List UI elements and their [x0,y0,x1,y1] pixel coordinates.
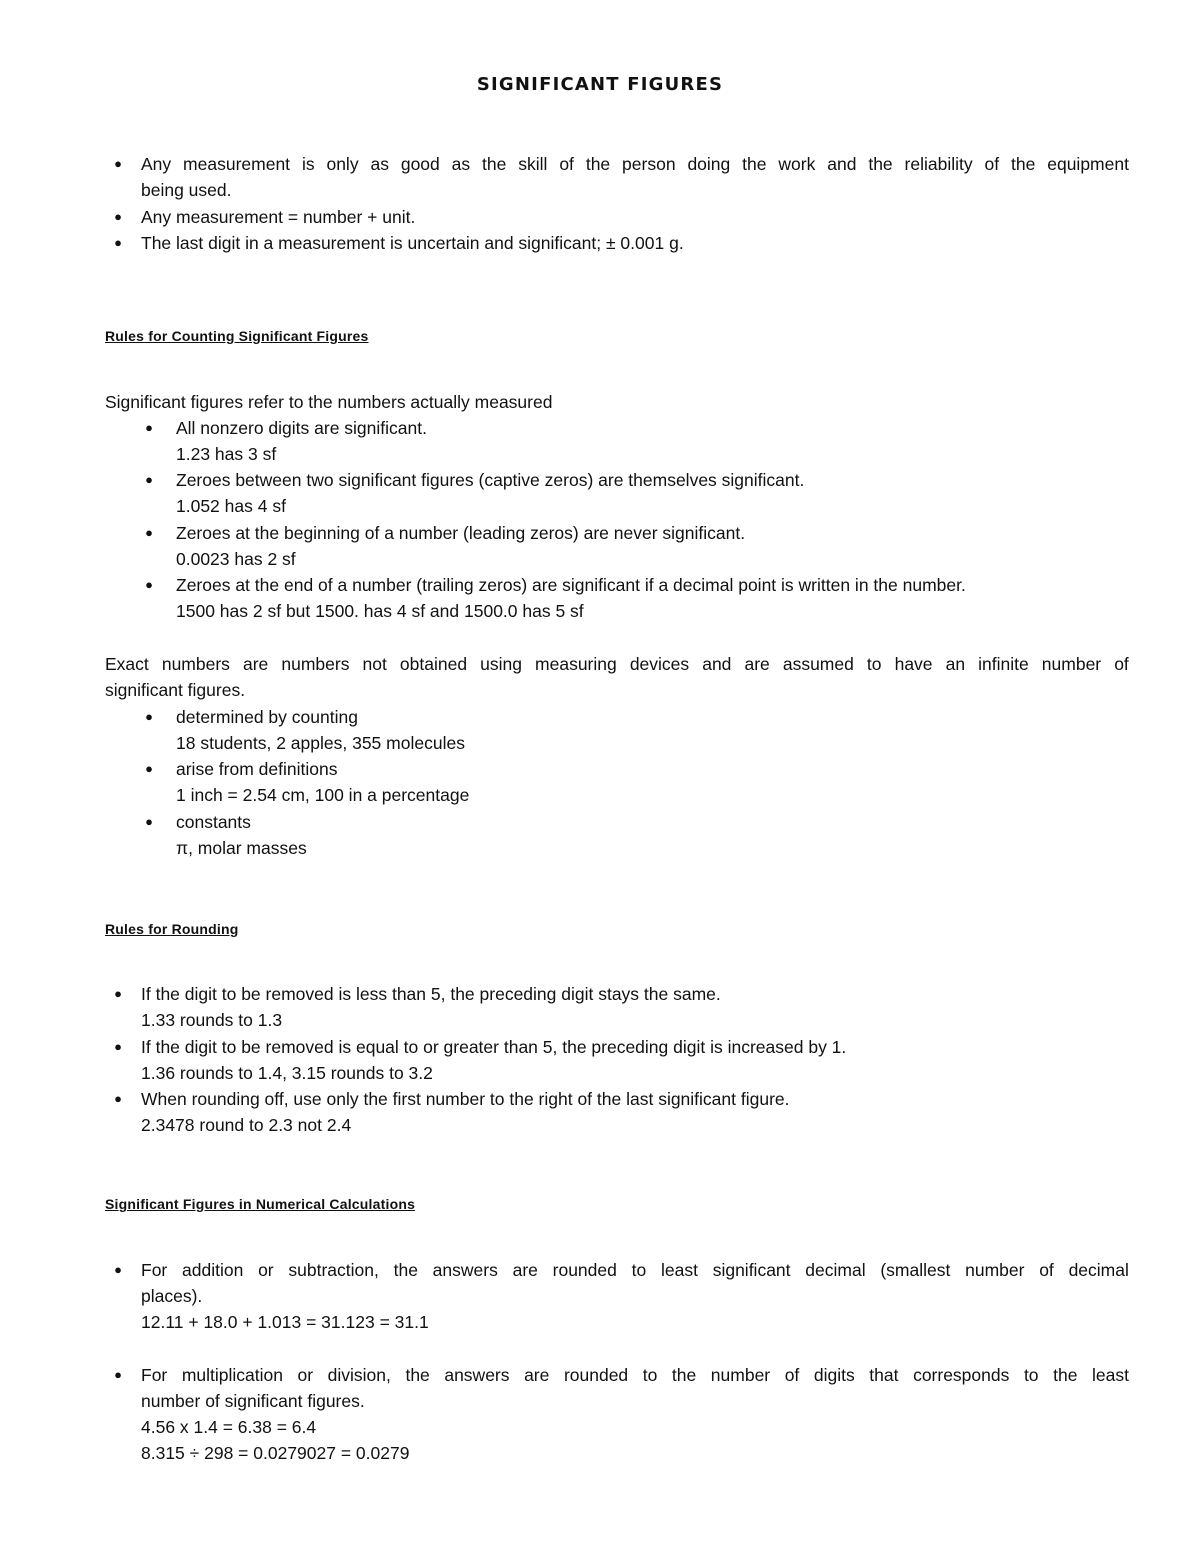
rounding-rule-1: If the digit to be removed is less than 5, the preceding digit stays the same. [141,984,721,1004]
calc-rule-2-line-2: number of significant figures. [141,1391,365,1411]
word: For [141,1260,168,1280]
word: to [866,654,882,674]
word: number [965,1260,1025,1280]
word: of [1114,654,1129,674]
word: numbers [281,654,350,674]
intro-item-3: The last digit in a measurement is uncertain and significant; ± 0.001 g. [141,233,684,253]
calc-rule-1-line-2: places). [141,1286,203,1306]
word: to [642,1365,658,1385]
word: good [400,154,440,174]
word: and [827,154,857,174]
word: answers [432,1260,498,1280]
intro-item-1-line-1 [141,151,1129,177]
word: (smallest [880,1260,951,1280]
bullet-icon: ● [114,1091,122,1106]
intro-item-1-line-2: being used. [141,180,232,200]
section-heading-rounding: Rules for Rounding [105,921,239,937]
counting-example-4: 1500 has 2 sf but 1500. has 4 sf and 1500.0 has 5 sf [176,601,584,621]
word: division, [327,1365,391,1385]
bullet-icon: ● [145,814,153,829]
bullet-icon: ● [114,156,122,171]
section-heading-counting: Rules for Counting Significant Figures [105,328,369,344]
intro-item-2: Any measurement = number + unit. [141,207,416,227]
exact-intro-line-1 [105,651,1129,677]
word: to [631,1260,647,1280]
word: not [362,654,387,674]
word: the [585,154,611,174]
word: work [778,154,816,174]
bullet-icon: ● [114,986,122,1001]
exact-example-3: π, molar masses [176,838,307,858]
word: infinite [978,654,1029,674]
counting-example-3: 0.0023 has 2 sf [176,549,296,569]
word: decimal [805,1260,866,1280]
rounding-example-3: 2.3478 round to 2.3 not 2.4 [141,1115,352,1135]
word: are [744,654,770,674]
word: measuring [535,654,617,674]
bullet-icon: ● [145,761,153,776]
word: least [660,1260,698,1280]
counting-rule-2: Zeroes between two significant figures (captive zeros) are themselves significant. [176,470,805,490]
rounding-rule-2: If the digit to be removed is equal to or greater than 5, the preceding digit is increased by 1. [141,1037,847,1057]
counting-rule-4: Zeroes at the end of a number (trailing zeros) are significant if a decimal point is written in the number. [176,575,966,595]
word: rounded [563,1365,629,1385]
word: measurement [183,154,291,174]
word: as [370,154,389,174]
counting-example-2: 1.052 has 4 sf [176,496,286,516]
word: the [1053,1365,1078,1385]
section-heading-calculations: Significant Figures in Numerical Calculations [105,1196,416,1212]
word: digits [813,1365,855,1385]
exact-item-2: arise from definitions [176,759,338,779]
word: person [622,154,676,174]
word: only [326,154,359,174]
bullet-icon: ● [145,525,153,540]
bullet-icon: ● [145,577,153,592]
word: corresponds [913,1365,1010,1385]
exact-example-1: 18 students, 2 apples, 355 molecules [176,733,465,753]
word: least [1092,1365,1129,1385]
word: of [984,154,1000,174]
bullet-icon: ● [114,1262,122,1277]
word: using [480,654,522,674]
word: multiplication [181,1365,283,1385]
calc-rule-2-line-1 [141,1362,1129,1388]
word: doing [687,154,731,174]
word: or [297,1365,314,1385]
word: obtained [399,654,468,674]
word: to [1023,1365,1039,1385]
word: is [301,154,315,174]
bullet-icon: ● [145,420,153,435]
counting-lead: Significant figures refer to the numbers actually measured [105,392,553,412]
word: assumed [782,654,854,674]
word: addition [182,1260,244,1280]
word: decimal [1068,1260,1129,1280]
word: the [742,154,767,174]
word: numbers [161,654,230,674]
word: reliability [904,154,973,174]
word: Any [141,154,172,174]
word: rounded [552,1260,617,1280]
calc-rule-1-line-1 [141,1257,1129,1283]
bullet-icon: ● [145,709,153,724]
word: of [1039,1260,1054,1280]
exact-example-2: 1 inch = 2.54 cm, 100 in a percentage [176,785,470,805]
rounding-rule-3: When rounding off, use only the first number to the right of the last significant figure. [141,1089,790,1109]
calc-example-3: 8.315 ÷ 298 = 0.0279027 = 0.0279 [141,1443,410,1463]
exact-item-1: determined by counting [176,707,358,727]
word: have [894,654,933,674]
word: of [559,154,574,174]
rounding-example-1: 1.33 rounds to 1.3 [141,1010,283,1030]
counting-example-1: 1.23 has 3 sf [176,444,277,464]
word: skill [518,154,548,174]
word: significant [712,1260,791,1280]
word: equipment [1047,154,1129,174]
word: the [482,154,507,174]
word: For [141,1365,168,1385]
bullet-icon: ● [114,209,122,224]
word: number [1041,654,1102,674]
word: are [524,1365,550,1385]
calc-example-1: 12.11 + 18.0 + 1.013 = 31.123 = 31.1 [141,1312,429,1332]
word: and [702,654,732,674]
word: Exact [105,654,149,674]
rounding-example-2: 1.36 rounds to 1.4, 3.15 rounds to 3.2 [141,1063,433,1083]
word: an [945,654,966,674]
page-title: SIGNIFICANT FIGURES [476,74,724,95]
word: as [451,154,471,174]
bullet-icon: ● [145,472,153,487]
word: that [869,1365,899,1385]
word: subtraction, [288,1260,379,1280]
word: the [393,1260,418,1280]
word: the [671,1365,697,1385]
exact-intro-line-2: significant figures. [105,680,246,700]
word: or [258,1260,274,1280]
calc-example-2: 4.56 x 1.4 = 6.38 = 6.4 [141,1417,317,1437]
bullet-icon: ● [114,1367,122,1382]
word: the [868,154,893,174]
bullet-icon: ● [114,235,122,250]
counting-rule-3: Zeroes at the beginning of a number (leading zeros) are never significant. [176,523,746,543]
exact-item-3: constants [176,812,251,832]
word: the [405,1365,430,1385]
word: devices [629,654,690,674]
word: are [243,654,269,674]
word: number [710,1365,771,1385]
word: are [512,1260,538,1280]
word: of [784,1365,800,1385]
counting-rule-1: All nonzero digits are significant. [176,418,427,438]
word: the [1011,154,1036,174]
bullet-icon: ● [114,1039,122,1054]
word: answers [444,1365,510,1385]
